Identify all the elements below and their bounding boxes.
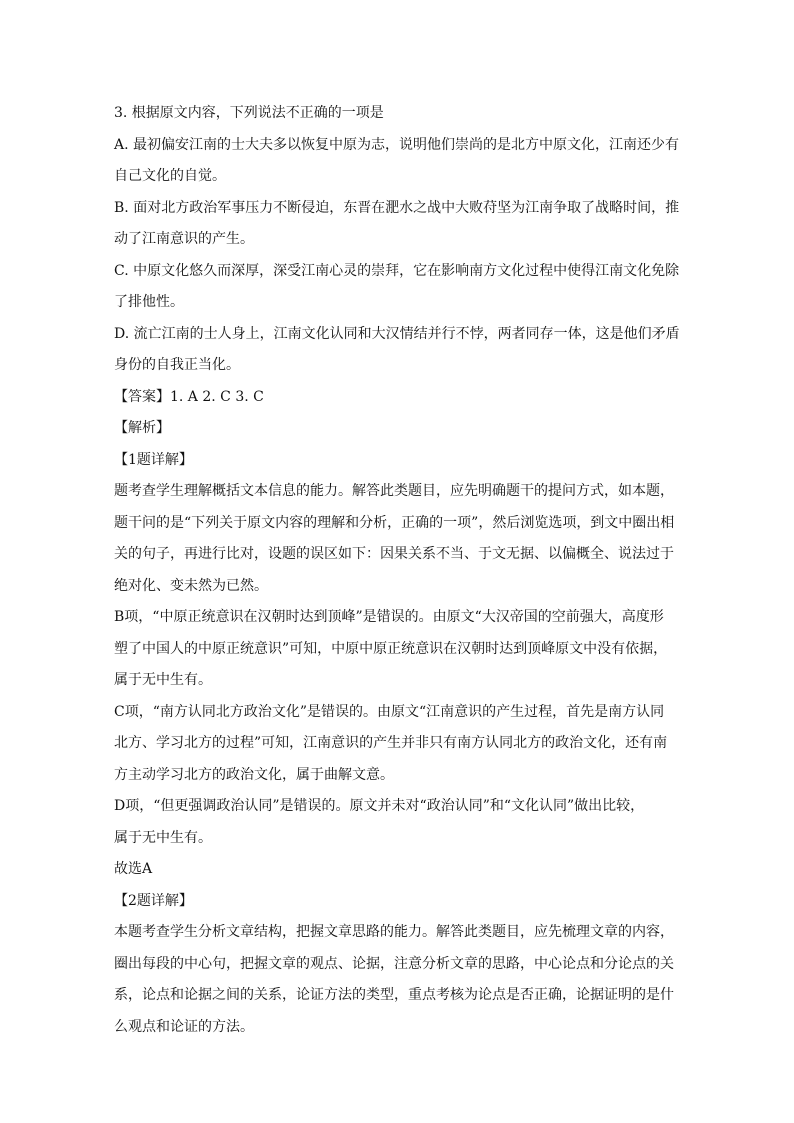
- paragraph-line: 方主动学习北方的政治文化，属于曲解文意。: [114, 766, 394, 783]
- paragraph-line: 圈出每段的中心句，把握文章的观点、论据，注意分析文章的思路，中心论点和分论点的关: [114, 955, 674, 972]
- question-stem: 3. 根据原文内容，下列说法不正确的一项是: [114, 105, 384, 121]
- option-line: 身份的自我正当化。: [114, 357, 240, 373]
- paragraph-line: 系，论点和论据之间的关系，论证方法的类型，重点考核为论点是否正确，论据证明的是什: [114, 987, 674, 1003]
- document-content: [114, 98, 684, 1043]
- paragraph-line: 属于无中生有。: [114, 672, 212, 688]
- detail-paragraph: [114, 697, 684, 792]
- paragraph-line: 关的句子，再进行比对，设题的误区如下：因果关系不当、于文无据、以偏概全、说法过于: [114, 546, 674, 562]
- option-line: D. 流亡江南的士人身上，江南文化认同和大汉情结并行不悖，两者同存一体，这是他们矛盾: [114, 325, 680, 342]
- detail-paragraph: [114, 854, 684, 886]
- paragraph-line: C项，“南方认同北方政治文化”是错误的。由原文“江南意识的产生过程，首先是南方认同: [114, 703, 665, 720]
- option-a: [114, 130, 684, 193]
- detail-heading: 【1题详解】: [114, 451, 193, 468]
- paragraph-line: 么观点和论证的方法。: [114, 1018, 254, 1035]
- option-line: 自己文化的自觉。: [114, 168, 226, 184]
- option-line: B. 面对北方政治军事压力不断侵迫，东晋在淝水之战中大败苻坚为江南争取了战略时间，推: [114, 199, 680, 216]
- paragraph-line: B项，“中原正统意识在汉朝时达到顶峰”是错误的。由原文“大汉帝国的空前强大，高度形: [114, 609, 664, 625]
- analysis-heading: 【解析】: [114, 420, 170, 436]
- option-line: C. 中原文化悠久而深厚，深受江南心灵的崇拜，它在影响南方文化过程中使得江南文化免除: [114, 262, 680, 279]
- paragraph-line: D项，“但更强调政治认同”是错误的。原文并未对“政治认同”和“文化认同”做出比较，: [114, 798, 645, 814]
- paragraph-line: 属于无中生有。: [114, 829, 212, 846]
- detail-1: [114, 445, 684, 886]
- option-line: A. 最初偏安江南的士大夫多以恢复中原为志，说明他们崇尚的是北方中原文化，江南还少有: [114, 136, 680, 153]
- paragraph-line: 故选A: [114, 861, 153, 877]
- detail-paragraph: [114, 917, 684, 1043]
- paragraph-line: 题考查学生理解概括文本信息的能力。解答此类题目，应先明确题干的提问方式，如本题，: [114, 483, 674, 499]
- question-3: [114, 98, 684, 382]
- detail-paragraph: [114, 791, 684, 854]
- detail-paragraph: [114, 602, 684, 697]
- detail-heading: 【2题详解】: [114, 892, 193, 909]
- option-b: [114, 193, 684, 256]
- option-line: 了排他性。: [114, 294, 184, 310]
- option-line: 动了江南意识的产生。: [114, 231, 254, 247]
- detail-paragraph: [114, 476, 684, 602]
- paragraph-line: 北方、学习北方的过程”可知，江南意识的产生并非只有南方认同北方的政治文化，还有南: [114, 735, 668, 751]
- option-c: [114, 256, 684, 319]
- paragraph-line: 塑了中国人的中原正统意识”可知，中原中原正统意识在汉朝时达到顶峰原文中没有依据，: [114, 640, 668, 657]
- detail-2: [114, 886, 684, 1044]
- paragraph-line: 绝对化、变未然为已然。: [114, 577, 268, 594]
- paragraph-line: 本题考查学生分析文章结构，把握文章思路的能力。解答此类题目，应先梳理文章的内容，: [114, 924, 674, 940]
- option-d: [114, 319, 684, 382]
- paragraph-line: 题干问的是“下列关于原文内容的理解和分析，正确的一项”，然后浏览选项，到文中圈出相: [114, 514, 675, 531]
- answer-line: 【答案】1. A 2. C 3. C: [114, 388, 264, 405]
